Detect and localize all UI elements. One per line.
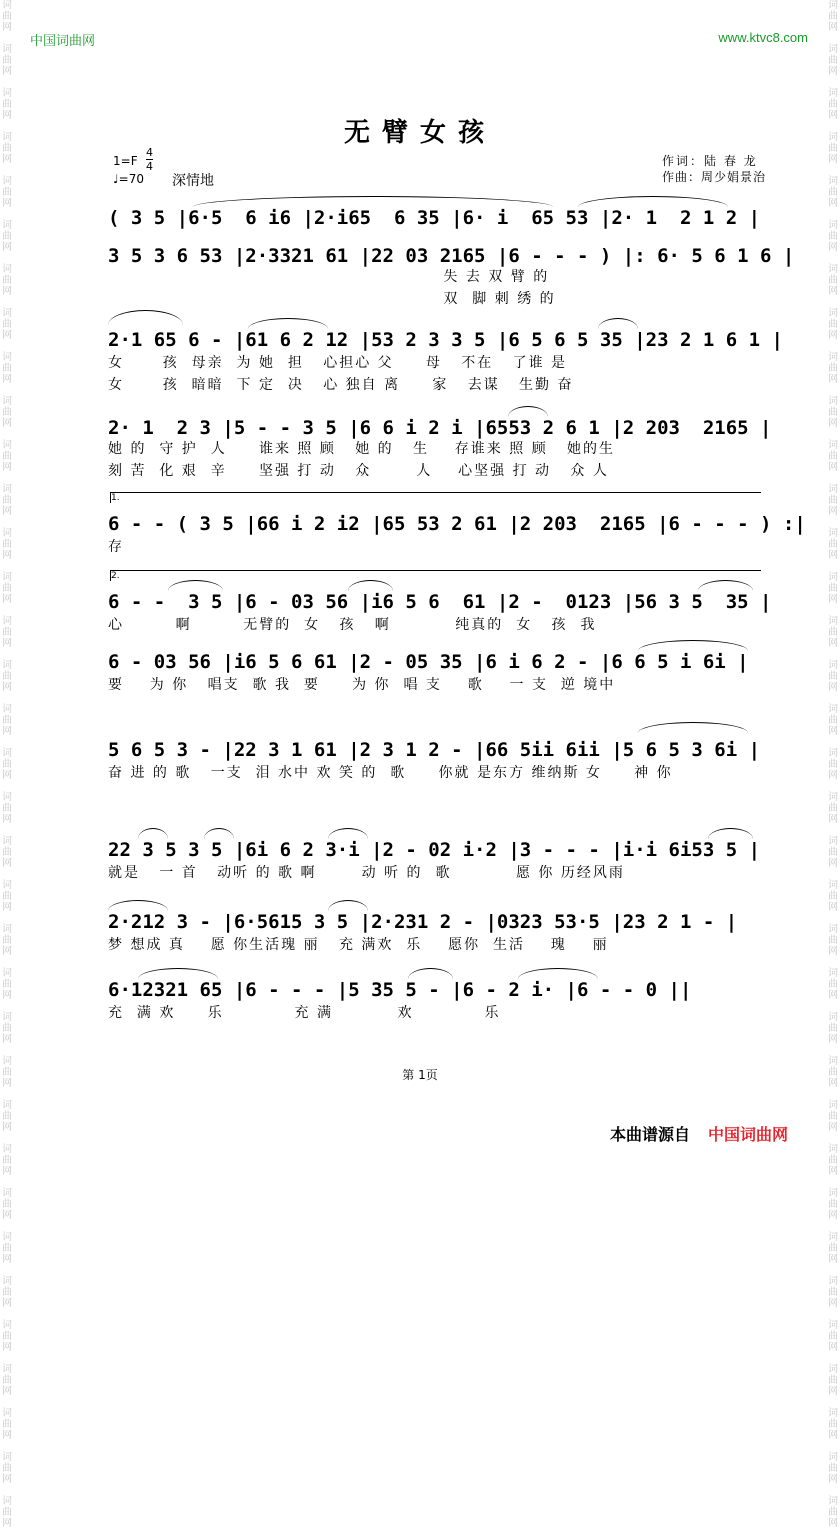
- lyrics-verse-1: 失 去 双 臂 的: [108, 269, 550, 285]
- song-title: 无臂女孩: [343, 118, 496, 148]
- lyrics-line: 心 啊 无臂的 女 孩 啊 纯真的 女 孩 我: [108, 617, 597, 633]
- side-watermark-left: 词 曲 网 词 曲 网 词 曲 网 词 曲 网 词 曲 网 词 曲 网 词 曲 网 词 曲 网 词 曲 网 词 曲 网 词 曲 网 词 曲 网 词 曲 网 词 曲 网 词 曲 网 词 曲 网 词 曲 网 词 曲 网 词 曲 网 词 曲 网 词 曲 网 词 曲 网 词 曲 网 词 曲 网 词 曲 网 词 曲 网 词 曲 网 词 曲 网 词 曲 网 词 曲 网 词 曲 网 词 曲 网 词 曲 网 词 曲 网 词 曲 网: [2, 0, 12, 1529]
- lyrics-line: 充 满 欢 乐 充 满 欢 乐: [108, 1005, 501, 1021]
- lyrics-verse-1: 她 的 守 护 人 谁来 照 顾 她 的 生 存谁来 照 顾 她的生: [108, 441, 616, 457]
- page-number: 第 1页: [402, 1068, 438, 1082]
- notation-line: 6 - - ( 3 5 |66 i 2 i2 |65 53 2 61 |2 203 2165 |6 - - - ) :|: [108, 513, 806, 535]
- lyrics-line: 就是 一 首 动听 的 歌 啊 动 听 的 歌 愿 你 历经风雨: [108, 865, 625, 881]
- time-sig-top: 4: [146, 146, 153, 159]
- tempo-value: =70: [118, 172, 144, 186]
- site-name[interactable]: 中国词曲网: [30, 34, 96, 49]
- notation-line: 5 6 5 3 - |22 3 1 61 |2 3 1 2 - |66 5ii 6ii |5 6 5 3 6i |: [108, 739, 761, 761]
- source-credit: [610, 1122, 788, 1145]
- volta-first-label: 1.: [111, 493, 120, 503]
- volta-first-ending: [110, 492, 761, 503]
- notation-line: 2· 1 2 3 |5 - - 3 5 |6 6 i 2 i |6553 2 6 1 |2 203 2165 |: [108, 417, 772, 439]
- side-watermark-right: 词 曲 网 词 曲 网 词 曲 网 词 曲 网 词 曲 网 词 曲 网 词 曲 网 词 曲 网 词 曲 网 词 曲 网 词 曲 网 词 曲 网 词 曲 网 词 曲 网 词 曲 网 词 曲 网 词 曲 网 词 曲 网 词 曲 网 词 曲 网 词 曲 网 词 曲 网 词 曲 网 词 曲 网 词 曲 网 词 曲 网 词 曲 网 词 曲 网 词 曲 网 词 曲 网 词 曲 网 词 曲 网 词 曲 网 词 曲 网 词 曲 网: [828, 0, 838, 1529]
- notation-line: ( 3 5 |6·5 6 i6 |2·i65 6 35 |6· i 65 53 |2· 1 2 1 2 |: [108, 207, 761, 229]
- notation-line: 22 3 5 3 5 |6i 6 2 3·i |2 - 02 i·2 |3 - - - |i·i 6i53 5 |: [108, 839, 761, 861]
- lyrics-verse-2: 刻 苦 化 艰 辛 坚强 打 动 众 人 心坚强 打 动 众 人: [108, 463, 609, 479]
- lyrics-verse-2: 双 脚 刺 绣 的: [108, 291, 556, 307]
- time-sig-bottom: 4: [146, 160, 153, 173]
- source-brand-link[interactable]: 中国词曲网: [708, 1125, 789, 1144]
- lyrics-line: 要 为 你 唱支 歌 我 要 为 你 唱 支 歌 一 支 逆 境中: [108, 677, 616, 693]
- volta-second-label: 2.: [111, 571, 120, 581]
- expression-mark: 深情地: [172, 173, 214, 189]
- notation-line: 3 5 3 6 53 |2·3321 61 |22 03 2165 |6 - - - ) |: 6· 5 6 1 6 |: [108, 245, 795, 267]
- lyrics-line: 存: [108, 539, 124, 555]
- tempo-mark: [113, 172, 144, 186]
- lyrics-line: 梦 想成 真 愿 你生活瑰 丽 充 满欢 乐 愿你 生活 瑰 丽: [108, 937, 609, 953]
- notation-line: 6 - - 3 5 |6 - 03 56 |i6 5 6 61 |2 - 0123 |56 3 5 35 |: [108, 591, 772, 613]
- lyrics-line: 奋 进 的 歌 一支 泪 水中 欢 笑 的 歌 你就 是东方 维纳斯 女 神 你: [108, 765, 673, 781]
- key-signature: 1=F: [113, 154, 138, 168]
- quarter-note-icon: ♩: [113, 172, 119, 186]
- lyrics-verse-2: 女 孩 暗暗 下 定 决 心 独自 离 家 去谋 生勤 奋: [108, 377, 574, 393]
- slur: [638, 722, 748, 733]
- composer: 作曲：周少娟景治: [662, 170, 767, 184]
- notation-line: 6 - 03 56 |i6 5 6 61 |2 - 05 35 |6 i 6 2 - |6 6 5 i 6i |: [108, 651, 749, 673]
- lyrics-verse-1: 女 孩 母亲 为 她 担 心担心 父 母 不在 了谁 是: [108, 355, 568, 371]
- notation-line: 2·1 65 6 - |61 6 2 12 |53 2 3 3 5 |6 5 6 5 35 |23 2 1 6 1 |: [108, 329, 783, 351]
- notation-line: 6·12321 65 |6 - - - |5 35 5 - |6 - 2 i· |6 - - 0 ||: [108, 979, 692, 1001]
- time-signature: [146, 146, 153, 173]
- volta-second-ending: [110, 570, 761, 581]
- slur: [108, 310, 183, 325]
- notation-line: 2·212 3 - |6·5615 3 5 |2·231 2 - |0323 53·5 |23 2 1 - |: [108, 911, 738, 933]
- lyricist: 作词：陆 春 龙: [662, 154, 758, 168]
- site-url[interactable]: www.ktvc8.com: [718, 30, 808, 45]
- source-label: 本曲谱源自: [610, 1125, 691, 1144]
